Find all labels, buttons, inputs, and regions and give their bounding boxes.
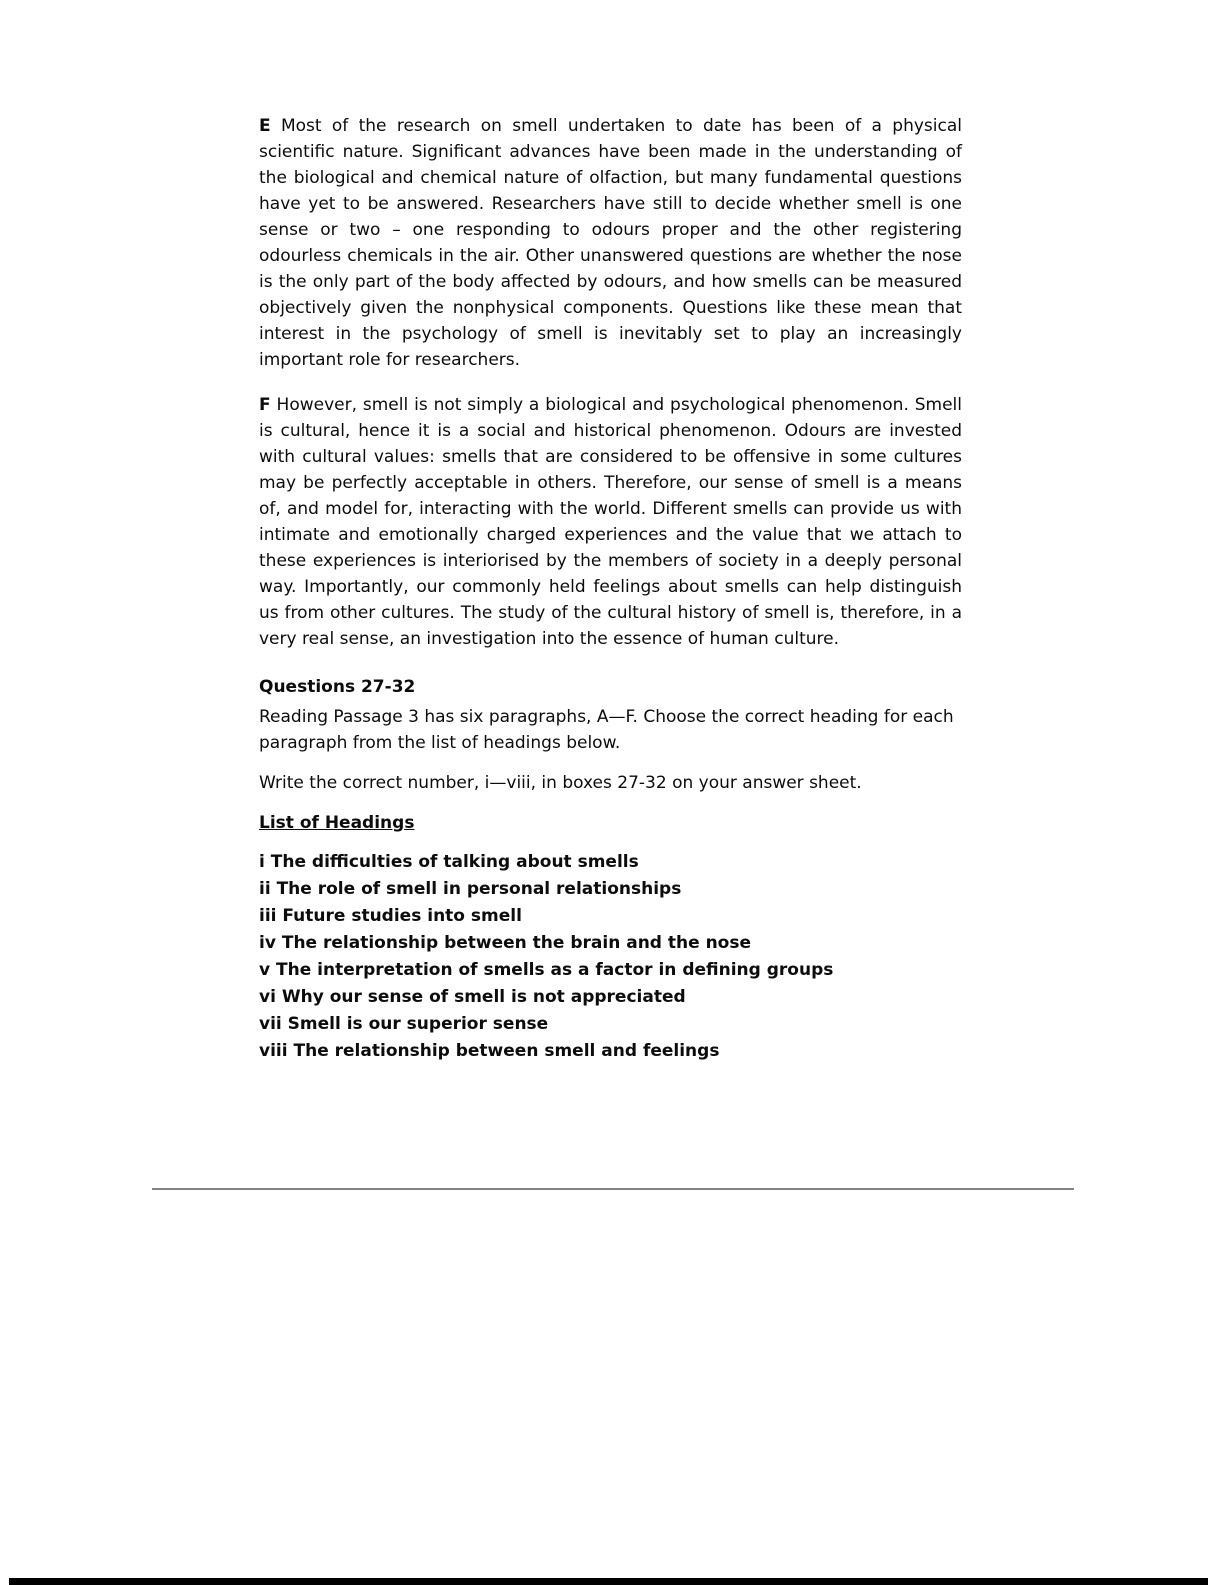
heading-option-vii <box>259 1011 962 1038</box>
reading-passage-content <box>259 113 962 1065</box>
headings-list <box>259 849 962 1065</box>
heading-numeral: vii <box>259 1014 282 1034</box>
heading-text: The role of smell in personal relationships <box>276 879 682 899</box>
heading-numeral: v <box>259 960 271 980</box>
heading-text: Smell is our superior sense <box>287 1014 549 1034</box>
list-of-headings-title-text: List of Headings <box>259 813 415 833</box>
heading-option-iii <box>259 903 962 930</box>
heading-text: The interpretation of smells as a factor in defining groups <box>276 960 834 980</box>
list-of-headings-title <box>259 810 962 836</box>
heading-option-viii <box>259 1038 962 1065</box>
heading-numeral: vi <box>259 987 276 1007</box>
questions-title: Questions 27-32 <box>259 677 416 697</box>
heading-numeral: iv <box>259 933 276 953</box>
page-divider-line <box>152 1188 1074 1190</box>
heading-option-v <box>259 957 962 984</box>
answer-sheet-instruction: Write the correct number, i—viii, in boxes 27-32 on your answer sheet. <box>259 773 862 793</box>
heading-option-i <box>259 849 962 876</box>
heading-numeral: viii <box>259 1041 288 1061</box>
heading-option-iv <box>259 930 962 957</box>
heading-option-ii <box>259 876 962 903</box>
heading-text: Why our sense of smell is not appreciated <box>281 987 686 1007</box>
paragraph-f-label: F <box>259 395 271 415</box>
questions-instruction: Reading Passage 3 has six paragraphs, A—F. Choose the correct heading for each paragraph from the list of headings below. <box>259 707 954 753</box>
heading-text: The relationship between smell and feelings <box>293 1041 720 1061</box>
paragraph-f-text: However, smell is not simply a biological and psychological phenomenon. Smell is cultural, hence it is a social and historical phenomenon. Odours are invested with cultural values: smells that are considered to be offensive in some cultures may be perfectly acceptable in others. Therefore, our sense of smell is a means of, and model for, interacting with the world. Different smells can provide us with intimate and emotionally charged experiences and the value that we attach to these experiences is interiorised by the members of society in a deeply personal way. Importantly, our commonly held feelings about smells can help distinguish us from other cultures. The study of the cultural history of smell is, therefore, in a very real sense, an investigation into the essence of human culture. <box>259 395 962 649</box>
heading-numeral: iii <box>259 906 277 926</box>
paragraph-e <box>259 113 962 373</box>
heading-numeral: ii <box>259 879 271 899</box>
next-page-top-edge <box>9 1578 1208 1585</box>
heading-text: Future studies into smell <box>282 906 522 926</box>
paragraph-e-label: E <box>259 116 271 136</box>
heading-text: The relationship between the brain and the nose <box>281 933 752 953</box>
paragraph-e-text: Most of the research on smell undertaken to date has been of a physical scientific nature. Significant advances have been made in the understanding of the biological and chemical nature of olfaction, but many fundamental questions have yet to be answered. Researchers have still to decide whether smell is one sense or two – one responding to odours proper and the other registering odourless chemicals in the air. Other unanswered questions are whether the nose is the only part of the body affected by odours, and how smells can be measured objectively given the nonphysical components. Questions like these mean that interest in the psychology of smell is inevitably set to play an increasingly important role for researchers. <box>259 116 962 370</box>
heading-option-vi <box>259 984 962 1011</box>
paragraph-f <box>259 392 962 652</box>
heading-text: The difficulties of talking about smells <box>270 852 639 872</box>
heading-numeral: i <box>259 852 265 872</box>
